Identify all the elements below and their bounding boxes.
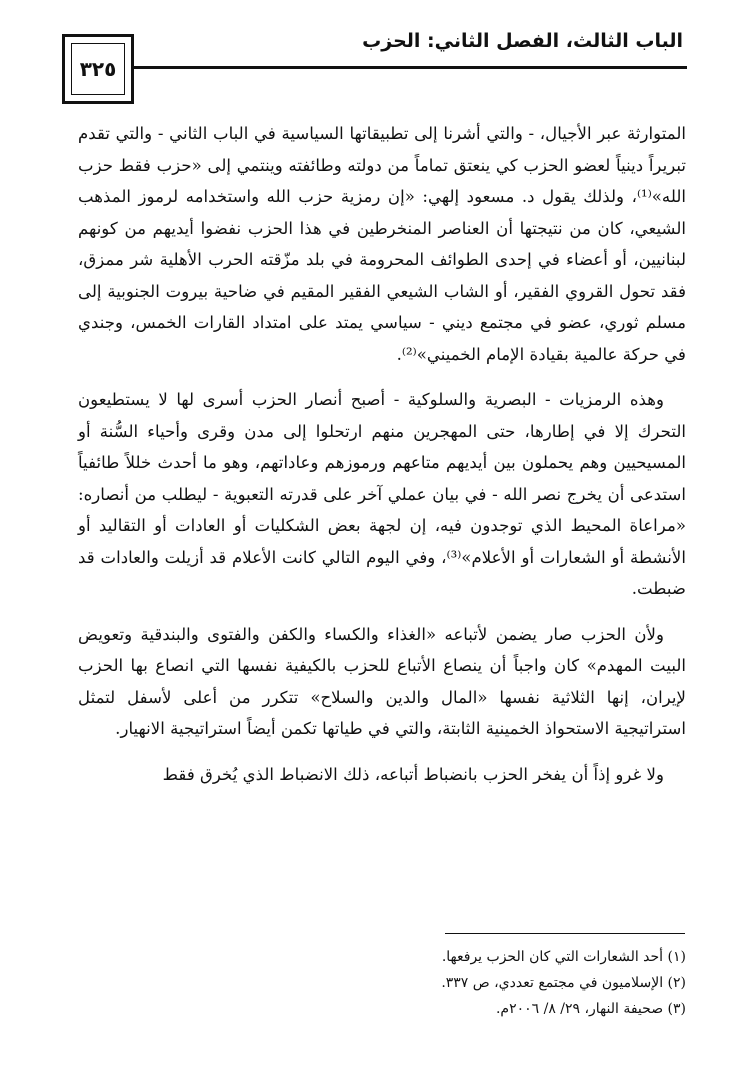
paragraph-2: وهذه الرمزيات - البصرية والسلوكية - أصبح أنصار الحزب أسرى لها لا يستطيعون التحرك إلا في إطارها، حتى المهجرين منهم ارتحلوا إلى مدن وقرى وأحياء السُّنة أو المسيحيين وهم يحملون بين أيديهم متاعهم ورموزهم وعاداتهم، وهو ما أحدث خللاً طائفياً استدعى أن يخرج نصر الله - في بيان عملي آخر على قدرته التعبوية - ليطلب من أنصاره: «مراعاة المحيط الذي توجدون فيه، إن لجهة بعض الشكليات أو العادات أو التقاليد أو الأنشطة أو الشعارات أو الأعلام»⁽³⁾، وفي اليوم التالي كانت الأعلام قد أزيلت والعادات قد ضبطت. bbox=[78, 390, 686, 598]
footnotes bbox=[78, 944, 686, 1022]
page-header bbox=[62, 20, 687, 100]
paragraph-3: ولأن الحزب صار يضمن لأتباعه «الغذاء والكساء والكفن والفتوى والبندقية وتعويض البيت المهدم» كان واجباً أن ينصاع الأتباع للحزب بالكيفية نفسها التي انصاع بها الحزب لإيران، إنها الثلاثية نفسها «المال والدين والسلاح» تتكرر من أعلى لأسفل لتمثل استراتيجية الاستحواذ الخمينية الثابتة، والتي في طياتها تكمن أيضاً استراتيجية الانهيار. bbox=[78, 624, 686, 738]
page-number: ٣٢٥ bbox=[79, 57, 117, 81]
running-title: الباب الثالث، الفصل الثاني: الحزب bbox=[362, 30, 683, 52]
footnote-2: (٢) الإسلاميون في مجتمع تعددي، ص ٣٣٧. bbox=[441, 975, 686, 991]
page-number-box bbox=[62, 34, 134, 104]
header-rule bbox=[134, 66, 687, 69]
paragraph-4: ولا غرو إذاً أن يفخر الحزب بانضباط أتباعه، ذلك الانضباط الذي يُخرق فقط bbox=[162, 764, 664, 784]
footnote-3: (٣) صحيفة النهار، ٢٩/ ٨/ ٢٠٠٦م. bbox=[495, 1001, 686, 1017]
paragraph-1: المتوارثة عبر الأجيال، - والتي أشرنا إلى تطبيقاتها السياسية في الباب الثاني - والتي تقدم تبريراً دينياً لعضو الحزب كي ينعتق تماماً من دولته وطائفته وينتمي إلى «حزب فقط حزب الله»⁽¹⁾، ولذلك يقول د. مسعود إلهي: «إن رمزية حزب الله واستخدامه لرموز المذهب الشيعي، كان من نتيجتها أن العناصر المنخرطين في هذا الحزب نفضوا أيديهم من كونهم لبنانيين، أو أعضاء في إحدى الطوائف المحرومة في بلد مزّقته الحرب الأهلية شر ممزق، فقد تحول القروي الفقير، أو الشاب الشيعي الفقير المقيم في ضاحية بيروت الجنوبية إلى مسلم ثوري، عضو في مجتمع ديني - سياسي يمتد على امتداد القارات الخمس، وجندي في حركة عالمية بقيادة الإمام الخميني»⁽²⁾. bbox=[78, 124, 686, 364]
footnote-rule bbox=[445, 933, 685, 934]
body-text bbox=[78, 118, 686, 804]
footnote-1: (١) أحد الشعارات التي كان الحزب يرفعها. bbox=[441, 949, 686, 965]
